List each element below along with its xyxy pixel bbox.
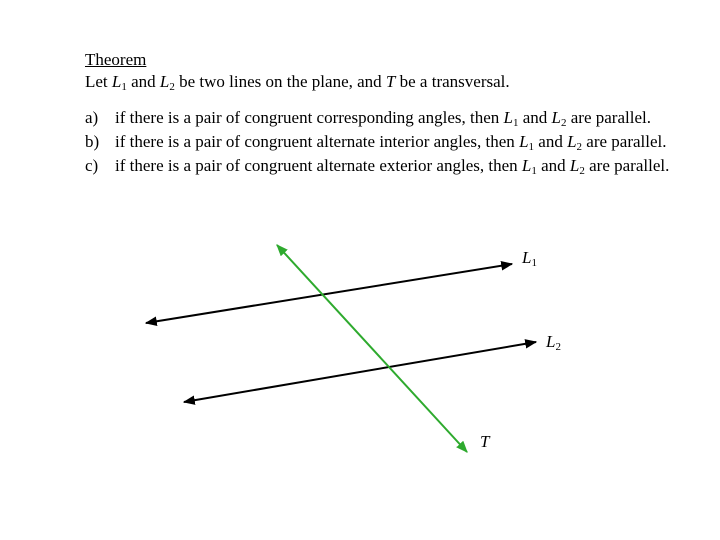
line-l2 bbox=[184, 342, 536, 402]
item-marker: c) bbox=[85, 156, 99, 175]
statement-suffix: be a transversal. bbox=[395, 72, 510, 91]
label-l1: $L_1$ bbox=[522, 248, 537, 269]
item-text: if there is a pair of congruent corresponding angles, then $L_1$ and $L_2$ are parallel. bbox=[115, 108, 651, 129]
item-text: if there is a pair of congruent alternate exterior angles, then $L_1$ and $L_2$ are parallel. bbox=[115, 156, 670, 177]
line-l1 bbox=[146, 264, 512, 323]
item-text: if there is a pair of congruent alternate interior angles, then $L_1$ and $L_2$ are parallel. bbox=[115, 132, 667, 153]
statement-middle: be two lines on the plane, and bbox=[174, 72, 386, 91]
statement-and: and bbox=[126, 72, 160, 91]
statement-l2: L bbox=[159, 72, 170, 91]
label-t: T bbox=[480, 432, 490, 451]
item-marker: b) bbox=[85, 132, 100, 151]
statement-l2-sub: 2 bbox=[169, 81, 175, 93]
label-l2: $L_2$ bbox=[546, 332, 561, 353]
statement-t: T bbox=[385, 72, 396, 91]
statement-l1-sub: 1 bbox=[121, 81, 127, 93]
theorem-title: Theorem bbox=[85, 50, 147, 69]
item-marker: a) bbox=[85, 108, 99, 127]
statement-prefix: Let bbox=[85, 72, 112, 91]
statement-l1: L bbox=[111, 72, 122, 91]
